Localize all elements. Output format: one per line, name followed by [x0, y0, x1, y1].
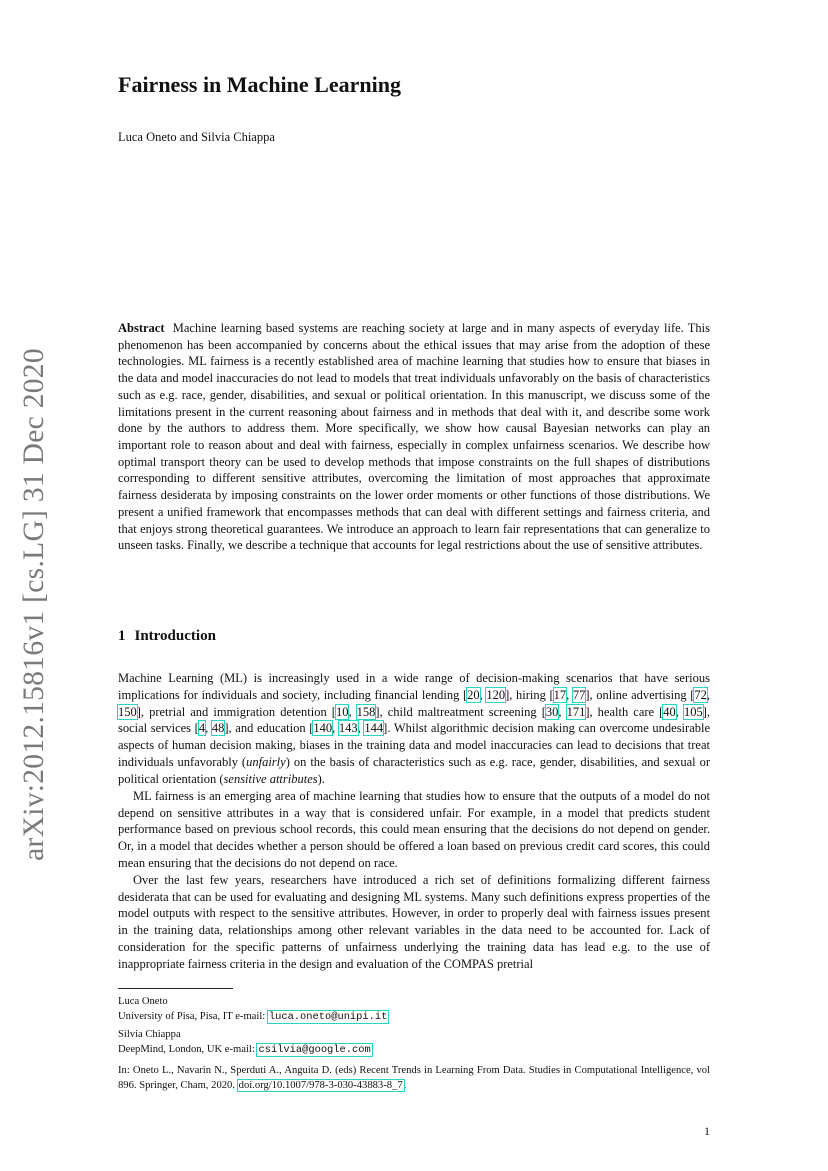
citation-link[interactable]: 40	[663, 704, 676, 719]
footnote-author-name: Luca Oneto	[118, 996, 168, 1007]
paragraph-text: ) on the basis of characteristics such as e.g. race, gender, disabilities, and sexual or political orientation (	[118, 755, 710, 786]
footnote-author-2	[118, 1027, 710, 1058]
paragraph-text: ], online advertising [	[585, 687, 695, 702]
citation-link[interactable]: 17	[553, 687, 567, 702]
paper-title: Fairness in Machine Learning	[118, 72, 401, 97]
paragraph-text: ], health care [	[585, 704, 664, 719]
citation-link[interactable]: 20	[467, 687, 480, 702]
page-number: 1	[704, 1124, 710, 1138]
affiliation-text: DeepMind, London, UK e-mail:	[118, 1044, 258, 1055]
section-heading	[118, 628, 216, 645]
intro-paragraph-1: Machine Learning (ML) is increasingly used in a wide range of decision-making scenarios that have serious implications for individuals and society, including financial lending [20, 120], hiring [17, 77], online advertising [72, 150], pretrial and immigration detention [10, 158], child maltreatment screening [30, 171], health care [40, 105], social services [4, 48], and education [140, 143, 144]. Whilst algorithmic decision making can overcome undesirable aspects of human decision making, biases in the training data and model inaccuracies can lead to decisions that treat individuals unfavorably (unfairly) on the basis of characteristics such as e.g. race, gender, disabilities, and sexual or political orientation (sensitive attributes).	[118, 671, 711, 786]
citation-link[interactable]: 144	[364, 721, 384, 736]
paragraph-text: Machine Learning (ML) is increasingly used in a wide range of decision-making scenarios that have serious implications for individuals and society, including financial lending [	[118, 671, 710, 702]
footnote-affiliation	[118, 1009, 710, 1025]
citation-link[interactable]: 30	[545, 704, 559, 719]
section-title: Introduction	[134, 628, 216, 644]
intro-paragraph-3: Over the last few years, researchers have introduced a rich set of definitions formalizing different fairness desiderata that can be used for evaluating and designing ML systems. Many such definitions express properties of the model outputs with respect to the sensitive attributes. However, in order to properly deal with fairness issues present in the training data, relationships among other relevant variables in the data need to be accounted for. Lack of consideration for the specific patterns of unfairness underlying the training data has lead e.g. to the use of inappropriate fairness criteria in the design and evaluation of the COMPAS pretrial	[118, 872, 710, 971]
footnote-citation	[118, 1063, 710, 1093]
abstract	[118, 320, 710, 554]
footnote-rule	[118, 988, 233, 989]
citation-link[interactable]: 105	[683, 704, 703, 719]
email-link[interactable]: luca.oneto@unipi.it	[268, 1011, 388, 1023]
emphasis-text: unfairly	[246, 755, 286, 770]
intro-paragraph-2: ML fairness is an emerging area of machine learning that studies how to ensure that the outputs of a model do not depend on sensitive attributes in a way that is considered unfair. For example, in a model that predicts student performance based on previous school records, this could mean ensuring that the decisions do not depend on gender. Or, in a model that decides whether a person should be offered a loan based on previous credit card scores, this could mean ensuring that the decisions do not depend on race.	[118, 788, 710, 870]
citation-link[interactable]: 48	[211, 721, 225, 736]
citation-link[interactable]: 150	[118, 704, 137, 719]
section-number: 1	[118, 628, 126, 644]
abstract-text: Machine learning based systems are reaching society at large and in many aspects of everyday life. This phenomenon has been accompanied by concerns about the ethical issues that may arise from the adoption of these technologies. ML fairness is a recently established area of machine learning that studies how to ensure that biases in the data and model inaccuracies do not lead to models that treat individuals unfavorably on the basis of characteristics such as e.g. race, gender, disabilities, and sexual or political orientation. In this manuscript, we discuss some of the limitations present in the current reasoning about fairness and in methods that deal with it, and describe some work done by the authors to address them. More specifically, we show how causal Bayesian networks can play an important role to reason about and deal with fairness, especially in complex unfairness scenarios. We describe how optimal transport theory can be used to develop methods that impose constraints on the full shapes of distributions corresponding to different sensitive attributes, overcoming the limitation of most approaches that approximate fairness desiderata by imposing constraints on the lower order moments or other functions of those distributions. We present a unified framework that encompasses methods that can deal with different settings and fairness criteria, and that enjoys strong theoretical guarantees. We introduce an approach to learn fair representations that can generalize to unseen tasks. Finally, we describe a technique that accounts for legal restrictions about the use of sensitive attributes.	[118, 321, 711, 553]
citation-link[interactable]: 4	[198, 721, 206, 736]
citation-link[interactable]: 120	[486, 687, 506, 702]
doi-link[interactable]: doi.org/10.1007/978-3-030-43883-8_7	[238, 1080, 403, 1091]
introduction-body	[118, 670, 710, 973]
citation-link[interactable]: 171	[566, 704, 586, 719]
citation-link[interactable]: 143	[338, 721, 358, 736]
paper-authors: Luca Oneto and Silvia Chiappa	[118, 130, 275, 144]
footnote-affiliation	[118, 1042, 710, 1058]
citation-text: In: Oneto L., Navarin N., Sperduti A., Anguita D. (eds) Recent Trends in Learning From Data. Studies in Computational Intelligence, vol 896. Springer, Cham, 2020.	[118, 1065, 710, 1091]
paragraph-text: ], hiring [	[505, 687, 554, 702]
paragraph-text: ], and education [	[224, 721, 314, 736]
paragraph-text: ).	[317, 771, 325, 786]
paragraph-text: ], child maltreatment screening [	[375, 704, 546, 719]
email-link[interactable]: csilvia@google.com	[258, 1044, 371, 1056]
citation-link[interactable]: 72	[694, 687, 707, 702]
affiliation-text: University of Pisa, Pisa, IT e-mail:	[118, 1011, 268, 1022]
citation-end: .	[403, 1080, 407, 1091]
paragraph-text: ], social services [	[118, 704, 711, 736]
abstract-label: Abstract	[118, 321, 165, 335]
arxiv-identifier-text: arXiv:2012.15816v1 [cs.LG] 31 Dec 2020	[17, 347, 50, 861]
paragraph-text: ]. Whilst algorithmic decision making can overcome undesirable aspects of human decision making, biases in the training data and model inaccuracies can lead to decisions that treat individuals unfavorably (	[118, 721, 711, 770]
arxiv-identifier-stamp	[17, 347, 50, 861]
citation-link[interactable]: 10	[335, 704, 349, 719]
citation-link[interactable]: 140	[313, 721, 333, 736]
citation-link[interactable]: 77	[572, 687, 586, 702]
footnote-author-1	[118, 994, 710, 1025]
emphasis-text: sensitive attributes	[223, 771, 318, 786]
paragraph-text: ], pretrial and immigration detention [	[136, 704, 336, 719]
footnote-author-name: Silvia Chiappa	[118, 1029, 181, 1040]
citation-link[interactable]: 158	[356, 704, 376, 719]
